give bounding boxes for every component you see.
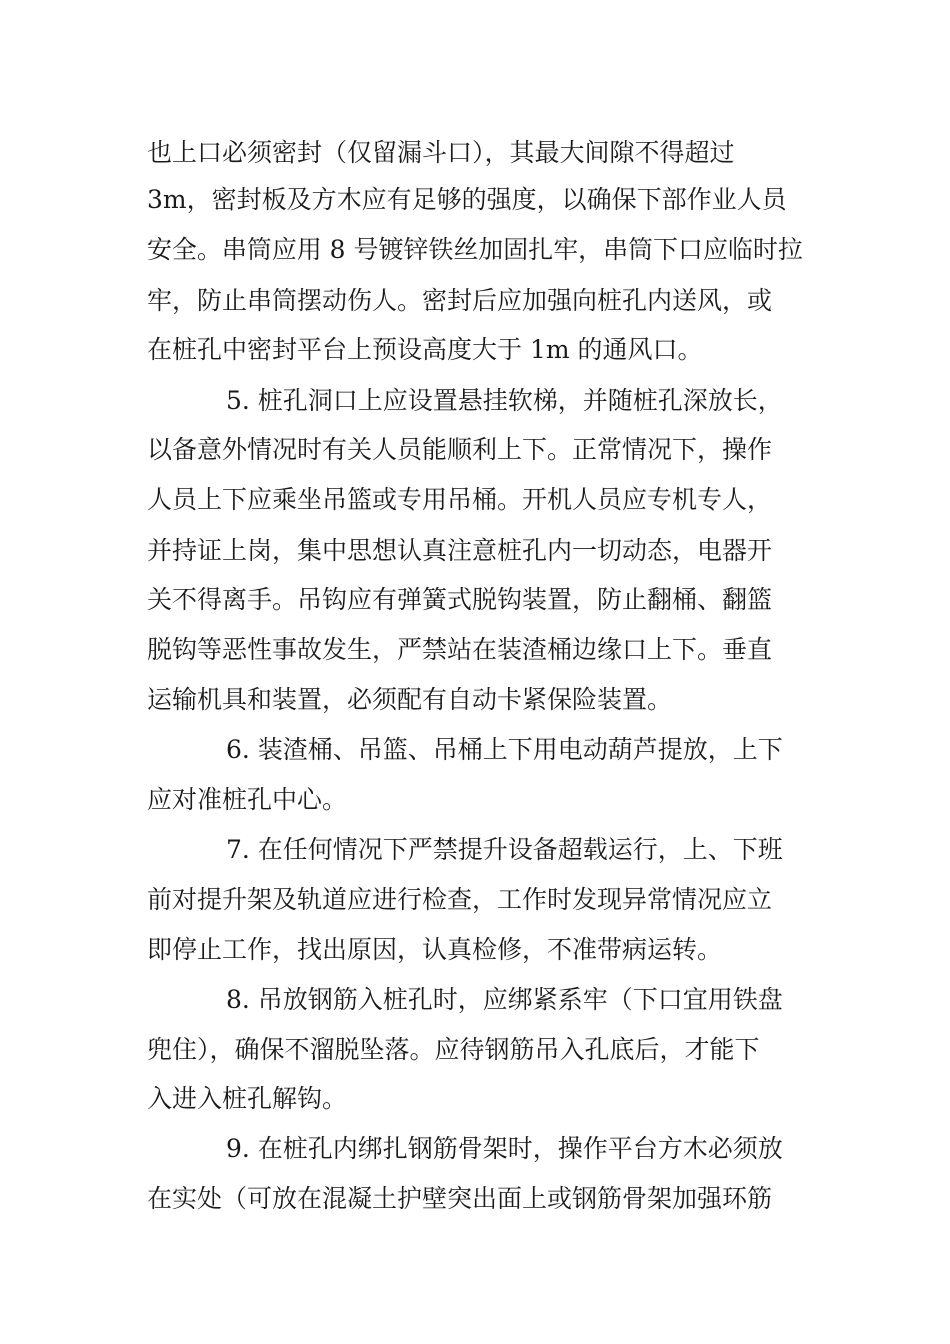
text-line: [0, 330, 950, 370]
text-line-content: 并持证上岗，集中思想认真注意桩孔内一切动态，电器开: [147, 536, 773, 565]
text-line: [0, 1079, 950, 1119]
text-line: [0, 630, 950, 670]
text-line-content: 7. 在任何情况下严禁提升设备超载运行，上、下班: [226, 835, 783, 864]
text-line: [0, 531, 950, 571]
text-line-content: 入进入桩孔解钩。: [147, 1084, 348, 1113]
text-line-content: 6. 装渣桶、吊篮、吊桶上下用电动葫芦提放，上下: [226, 735, 783, 764]
text-line-content: 以备意外情况时有关人员能顺利上下。正常情况下，操作: [147, 435, 773, 464]
text-line-content: 在实处（可放在混凝土护壁突出面上或钢筋骨架加强环筋: [147, 1184, 773, 1213]
text-line: [0, 133, 950, 173]
text-line: [0, 230, 950, 270]
text-line: [0, 780, 950, 820]
text-line: [0, 830, 950, 870]
text-line-content: 也上口必须密封（仅留漏斗口），其最大间隙不得超过: [147, 138, 735, 167]
text-line-content: 应对准桩孔中心。: [147, 785, 348, 814]
text-line-content: 兜住），确保不溜脱坠落。应待钢筋吊入孔底后，才能下: [147, 1035, 760, 1064]
text-line: [0, 880, 950, 920]
text-line: [0, 381, 950, 421]
text-line: [0, 480, 950, 520]
text-line-content: 前对提升架及轨道应进行检查，工作时发现异常情况应立: [147, 885, 773, 914]
text-line-content: 运输机具和装置，必须配有自动卡紧保险装置。: [147, 685, 673, 714]
text-line: [0, 580, 950, 620]
text-line: [0, 1030, 950, 1070]
text-line-content: 安全。串筒应用 8 号镀锌铁丝加固扎牢，串筒下口应临时拉: [147, 235, 803, 264]
text-line-content: 5. 桩孔洞口上应设置悬挂软梯，并随桩孔深放长，: [226, 386, 783, 415]
text-line-content: 人员上下应乘坐吊篮或专用吊桶。开机人员应专机专人，: [147, 485, 773, 514]
text-line-content: 3m，密封板及方木应有足够的强度，以确保下部作业人员: [147, 185, 787, 214]
text-line-content: 即停止工作，找出原因，认真检修，不准带病运转。: [147, 935, 723, 964]
text-line: [0, 430, 950, 470]
text-line-content: 脱钩等恶性事故发生，严禁站在装渣桶边缘口上下。垂直: [147, 635, 773, 664]
text-line: [0, 980, 950, 1020]
text-line: [0, 680, 950, 720]
text-line-content: 牢，防止串筒摆动伤人。密封后应加强向桩孔内送风，或: [147, 286, 773, 315]
text-line: [0, 1129, 950, 1169]
text-line: [0, 180, 950, 220]
text-line: [0, 730, 950, 770]
text-line: [0, 930, 950, 970]
text-line: [0, 281, 950, 321]
text-line-content: 9. 在桩孔内绑扎钢筋骨架时，操作平台方木必须放: [226, 1134, 783, 1163]
text-line-content: 8. 吊放钢筋入桩孔时，应绑紧系牢（下口宜用铁盘: [226, 985, 783, 1014]
text-line-content: 在桩孔中密封平台上预设高度大于 1m 的通风口。: [147, 335, 703, 364]
text-line-content: 关不得离手。吊钩应有弹簧式脱钩装置，防止翻桶、翻篮: [147, 585, 773, 614]
text-line: [0, 1179, 950, 1219]
